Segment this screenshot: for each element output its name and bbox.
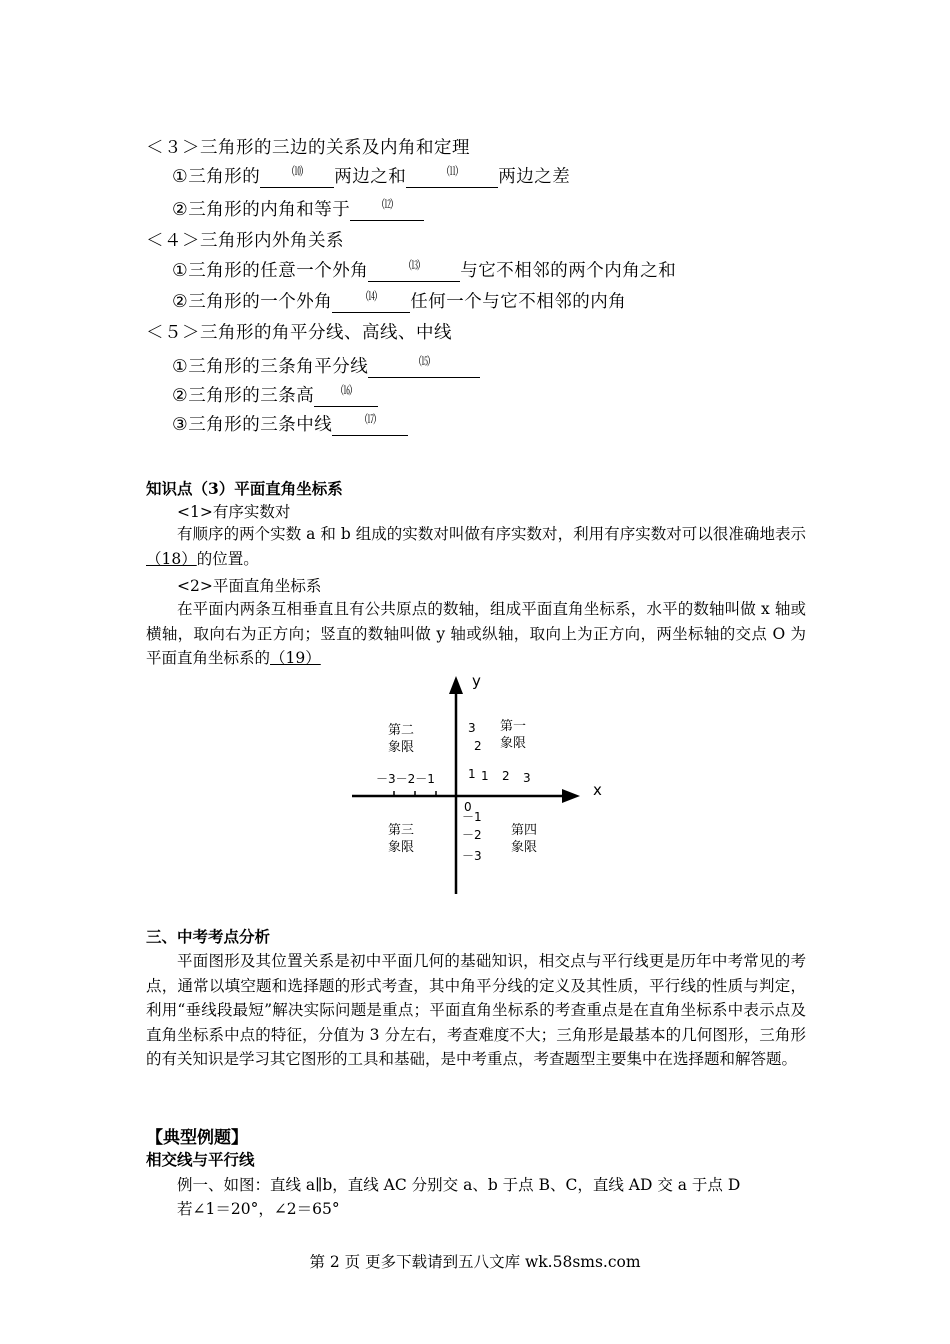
origin-label: 0 bbox=[464, 800, 472, 814]
text: ②三角形的三条高 bbox=[172, 386, 315, 406]
section4-heading: ＜４＞三角形内外角关系 bbox=[146, 231, 344, 251]
page-footer: 第 2 页 更多下载请到五八文库 wk.58sms.com bbox=[309, 1253, 641, 1271]
q3-label-2: 象限 bbox=[388, 840, 415, 855]
coordinate-figure bbox=[340, 668, 620, 908]
x-tick-label: 1 bbox=[481, 769, 489, 783]
blank-16: ⒃ bbox=[314, 386, 378, 407]
y-axis-arrow bbox=[449, 676, 463, 694]
q4-label-2: 象限 bbox=[511, 840, 538, 855]
blank-19: （19） bbox=[270, 649, 321, 667]
q3-label-1: 第三 bbox=[388, 823, 415, 838]
y-tick-label: －1 bbox=[462, 810, 482, 824]
text: ③三角形的三条中线 bbox=[172, 415, 333, 435]
section3-heading: ＜３＞三角形的三边的关系及内角和定理 bbox=[146, 138, 470, 158]
part3-title: 三、中考考点分析 bbox=[146, 927, 271, 946]
examples-subtitle: 相交线与平行线 bbox=[146, 1150, 255, 1169]
section5-item1 bbox=[172, 353, 480, 378]
text: ②三角形的内角和等于 bbox=[172, 200, 351, 220]
y-tick-label: 1 bbox=[468, 767, 476, 781]
blank-11: ⑾ bbox=[406, 167, 498, 188]
q4-label-1: 第四 bbox=[511, 823, 538, 838]
y-tick-label: 3 bbox=[468, 721, 476, 735]
kp3-sub2: <2>平面直角坐标系 bbox=[177, 577, 322, 595]
blank-14: ⒁ bbox=[332, 292, 410, 313]
section4-item1 bbox=[172, 257, 676, 282]
text: 两边之差 bbox=[498, 167, 571, 187]
text: 任何一个与它不相邻的内角 bbox=[410, 292, 627, 312]
blank-12: ⑿ bbox=[350, 200, 424, 221]
blank-15: ⒂ bbox=[368, 357, 480, 378]
text: ①三角形的 bbox=[172, 167, 261, 187]
q2-label-1: 第二 bbox=[388, 723, 415, 738]
kp3-title: 知识点（3）平面直角坐标系 bbox=[146, 479, 343, 498]
text: 与它不相邻的两个内角之和 bbox=[460, 261, 677, 281]
x-axis-arrow bbox=[562, 789, 580, 803]
x-neg-tick-labels: －3－2－1 bbox=[376, 772, 435, 786]
section4-item2 bbox=[172, 288, 626, 313]
example1-line1: 例一、如图：直线 a∥b，直线 AC 分别交 a、b 于点 B、C，直线 AD 交 a 于点 D bbox=[177, 1176, 741, 1194]
blank-17: ⒄ bbox=[332, 415, 408, 436]
section5-item2 bbox=[172, 382, 378, 407]
y-label: y bbox=[472, 672, 481, 690]
kp3-sub1: <1>有序实数对 bbox=[177, 503, 291, 521]
blank-13: ⒀ bbox=[368, 261, 460, 282]
blank-10: ⑽ bbox=[260, 167, 334, 188]
part3-para: 平面图形及其位置关系是初中平面几何的基础知识，相交点与平行线更是历年中考常见的考点，通常以填空题和选择题的形式考查，其中角平分线的定义及其性质，平行线的性质与判定，利用“垂线段最短”解决实际问题是重点；平面直角坐标系的考查重点是在直角坐标系中表示点及直角坐标系中点的特征，分值为 3 分左右，考查难度不大；三角形是最基本的几何图形，三角形的有关知识是学习其它图形的工具和基础，是中考重点，考查题型主要集中在选择题和解答题。 bbox=[146, 952, 806, 1068]
y-tick-label: 2 bbox=[474, 739, 482, 753]
examples-title: 【典型例题】 bbox=[146, 1128, 248, 1148]
kp3-para2: 在平面内两条互相垂直且有公共原点的数轴，组成平面直角坐标系，水平的数轴叫做 x 轴或横轴，取向右为正方向；竖直的数轴叫做 y 轴或纵轴，取向上为正方向，两坐标轴的交点 O 为平面直角坐标系的（19） bbox=[146, 600, 806, 667]
x-tick-label: 2 bbox=[502, 769, 510, 783]
q1-label-1: 第一 bbox=[500, 719, 527, 734]
q1-label-2: 象限 bbox=[500, 736, 527, 751]
section5-heading: ＜５＞三角形的角平分线、高线、中线 bbox=[146, 323, 452, 343]
q2-label-2: 象限 bbox=[388, 740, 415, 755]
y-tick-label: －2 bbox=[462, 828, 482, 842]
section5-item3 bbox=[172, 411, 408, 436]
blank-18: （18） bbox=[146, 549, 197, 568]
y-tick-label: －3 bbox=[462, 849, 482, 863]
x-label: x bbox=[593, 781, 602, 799]
text: ②三角形的一个外角 bbox=[172, 292, 333, 312]
x-tick-label: 3 bbox=[523, 771, 531, 785]
text: ①三角形的任意一个外角 bbox=[172, 261, 369, 281]
example1-line2: 若∠1＝20°，∠2＝65° bbox=[177, 1200, 340, 1218]
section3-item2 bbox=[172, 196, 424, 221]
section3-item1 bbox=[172, 163, 570, 188]
kp3-para1: 有顺序的两个实数 a 和 b 组成的实数对叫做有序实数对，利用有序实数对可以很准确地表示（18）的位置。 bbox=[146, 525, 806, 568]
text: 两边之和 bbox=[334, 167, 407, 187]
text: ①三角形的三条角平分线 bbox=[172, 357, 369, 377]
